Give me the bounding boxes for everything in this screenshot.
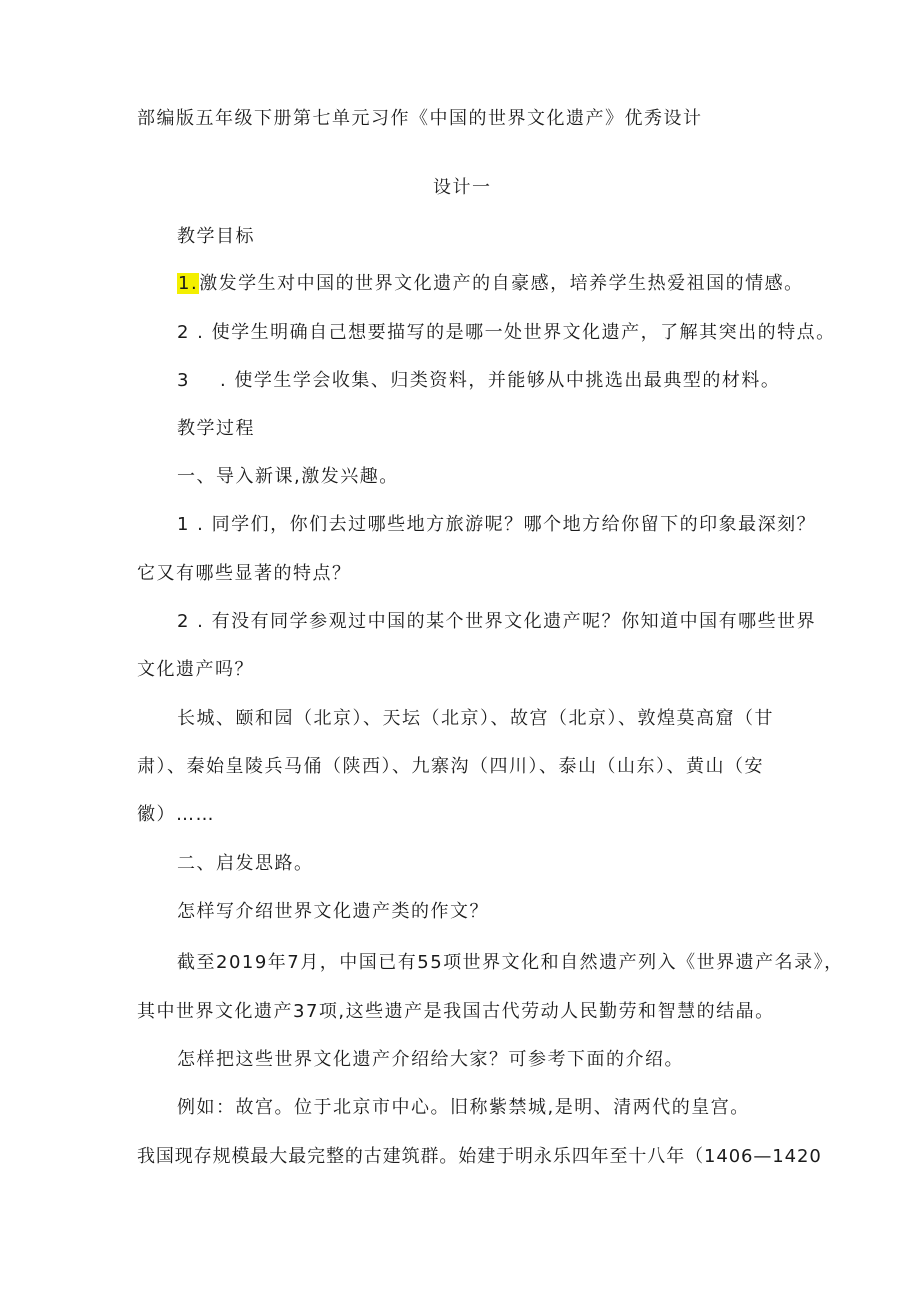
goal-3 [177, 369, 780, 393]
example-line-2: 我国现存规模最大最完整的古建筑群。始建于明永乐四年至十八年（1406—1420 [137, 1146, 822, 1167]
goal-2: 2 . 使学生明确自己想要描写的是哪一处世界文化遗产，了解其突出的特点。 [177, 322, 836, 343]
sites-list-line-2: 肃）、秦始皇陵兵马俑（陕西）、九寨沟（四川）、泰山（山东）、黄山（安 [137, 756, 764, 777]
goals-heading: 教学目标 [177, 226, 255, 247]
question-2-line-1: 2 . 有没有同学参观过中国的某个世界文化遗产呢？你知道中国有哪些世界 [177, 611, 817, 632]
step-1-heading: 一、导入新课,激发兴趣。 [177, 466, 399, 487]
goal-1-text: 激发学生对中国的世界文化遗产的自豪感，培养学生热爱祖国的情感。 [199, 273, 804, 294]
example-line-1: 例如：故宫。位于北京市中心。旧称紫禁城,是明、清两代的皇宫。 [177, 1097, 750, 1118]
sites-list-line-3: 徽）…… [137, 804, 215, 825]
sites-list-line-1: 长城、颐和园（北京）、天坛（北京）、故宫（北京）、敦煌莫高窟（甘 [177, 708, 774, 729]
question-2-line-2: 文化遗产吗？ [137, 659, 254, 680]
goal-1 [177, 272, 804, 296]
design-heading: 设计一 [433, 177, 492, 198]
fact-line-2: 其中世界文化遗产37项,这些遗产是我国古代劳动人民勤劳和智慧的结晶。 [137, 1001, 775, 1022]
document-title: 部编版五年级下册第七单元习作《中国的世界文化遗产》优秀设计 [137, 108, 703, 129]
how-to-introduce: 怎样把这些世界文化遗产介绍给大家？可参考下面的介绍。 [177, 1049, 684, 1070]
question-1-line-1: 1 . 同学们，你们去过哪些地方旅游呢？哪个地方给你留下的印象最深刻？ [177, 514, 817, 535]
question-1-line-2: 它又有哪些显著的特点？ [137, 563, 352, 584]
step-2-heading: 二、启发思路。 [177, 853, 314, 874]
goal-3-number: 3 [177, 370, 190, 391]
process-heading: 教学过程 [177, 418, 255, 439]
goal-1-number-highlight: 1. [178, 273, 199, 294]
how-to-write: 怎样写介绍世界文化遗产类的作文？ [177, 901, 489, 922]
goal-3-text: . 使学生学会收集、归类资料，并能够从中挑选出最典型的材料。 [219, 370, 781, 391]
fact-line-1: 截至2019年7月，中国已有55项世界文化和自然遗产列入《世界遗产名录》， [177, 952, 844, 973]
